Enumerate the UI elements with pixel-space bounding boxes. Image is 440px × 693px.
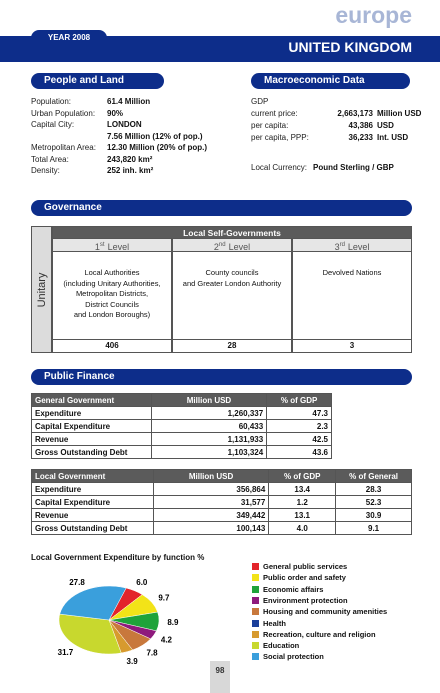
cell-value: 1,131,933 (151, 433, 266, 446)
level-description-line: Devolved Nations (322, 268, 382, 277)
cell-value: 30.9 (336, 509, 412, 522)
people-land-row (31, 155, 241, 166)
legend-item (252, 562, 347, 573)
legend-item (252, 630, 376, 641)
people-land-label: Population: (31, 97, 72, 106)
gov-table-title: Local Self-Governments (52, 226, 412, 239)
people-land-label: Density: (31, 166, 60, 175)
column-header: % of General (336, 470, 412, 483)
people-land-value: 252 inh. km² (107, 166, 154, 175)
row-label: Expenditure (32, 407, 152, 420)
gdp-label: GDP (251, 97, 269, 106)
legend-label: Recreation, culture and religion (263, 629, 376, 639)
currency-value: Pound Sterling / GBP (313, 163, 394, 172)
macro-unit: Int. USD (377, 133, 409, 142)
pie-data-label: 3.9 (126, 657, 138, 667)
people-land-value: 90% (107, 108, 124, 118)
macro-row (251, 133, 421, 144)
people-land-value: 7.56 Million (12% of pop.) (107, 131, 203, 141)
row-label: Revenue (32, 433, 152, 446)
people-land-row (31, 97, 241, 108)
row-label: Expenditure (32, 483, 154, 496)
legend-label: Education (263, 641, 300, 651)
people-land-value: 61.4 Million (107, 97, 151, 106)
legend-swatch (252, 653, 259, 660)
legend-swatch (252, 574, 259, 581)
macro-unit: USD (377, 121, 394, 130)
level-number: 2 (213, 242, 219, 252)
people-land-value: 243,820 km² (107, 154, 153, 164)
legend-swatch (252, 620, 259, 627)
table-header-row (32, 470, 412, 483)
level-word: Level (228, 242, 251, 252)
unitary-side (31, 226, 52, 353)
region-title: europe (335, 2, 412, 28)
cell-value: 349,442 (153, 509, 269, 522)
macro-row (251, 109, 421, 120)
expenditure-pie-chart (31, 562, 241, 672)
page-number: 98 (215, 666, 225, 675)
legend-item (252, 596, 348, 607)
pie-data-label: 4.2 (160, 635, 173, 645)
table-row (32, 509, 412, 522)
pie-data-label: 9.7 (158, 593, 170, 603)
legend-label: Public order and safety (263, 573, 346, 583)
legend-item (252, 573, 346, 584)
finance-heading: Public Finance (31, 369, 412, 385)
level-description-line: Local Authorities (84, 268, 140, 277)
row-label: Gross Outstanding Debt (32, 522, 154, 535)
cell-value: 100,143 (153, 522, 269, 535)
cell-value: 42.5 (267, 433, 332, 446)
people-land-row (31, 166, 241, 177)
table-row (32, 420, 332, 433)
chart-title: Local Government Expenditure by function % (31, 553, 205, 562)
people-land-value: LONDON (107, 120, 142, 129)
governance-heading: Governance (31, 200, 412, 216)
general-government-table (31, 393, 332, 459)
people-land-label: Urban Population: (31, 108, 96, 118)
macro-label: per capita: (251, 121, 289, 130)
level-description-line: Metropolitan Districts, (75, 289, 149, 298)
legend-item (252, 619, 286, 630)
people-land-heading: People and Land (31, 73, 164, 89)
legend-label: Environment protection (263, 595, 348, 605)
people-land-row (31, 143, 241, 154)
chart-legend (252, 562, 432, 672)
level-header (172, 239, 292, 252)
macro-unit: Million USD (377, 109, 422, 118)
row-label: Gross Outstanding Debt (32, 446, 152, 459)
macro-heading: Macroeconomic Data (251, 73, 410, 89)
table-row (32, 407, 332, 420)
macro-label: per capita, PPP: (251, 133, 309, 142)
level-header (52, 239, 172, 252)
cell-value: 2.3 (267, 420, 332, 433)
people-land-label: Metropolitan Area: (31, 143, 96, 152)
legend-label: General public services (263, 562, 348, 571)
level-description-line: and Greater London Authority (182, 278, 282, 288)
macro-label: current price: (251, 109, 298, 118)
level-suffix: st (99, 242, 105, 248)
legend-swatch (252, 631, 259, 638)
legend-item (252, 607, 387, 618)
cell-value: 28.3 (336, 483, 412, 496)
level-count: 406 (52, 340, 172, 353)
legend-label: Health (263, 618, 286, 628)
macro-value: 43,386 (348, 121, 373, 130)
level-description-line: (including Unitary Authorities, (63, 278, 161, 288)
legend-swatch (252, 563, 259, 570)
legend-item (252, 641, 299, 652)
year-tab: YEAR 2008 (31, 30, 107, 46)
legend-swatch (252, 586, 259, 593)
macro-value: 2,663,173 (337, 109, 373, 118)
column-header: % of GDP (269, 470, 336, 483)
row-label: Capital Expenditure (32, 496, 154, 509)
level-number: 3 (334, 242, 340, 252)
level-suffix: nd (218, 242, 226, 248)
country-name: UNITED KINGDOM (288, 39, 412, 55)
column-header: Local Government (32, 470, 154, 483)
people-land-value: 12.30 Million (20% of pop.) (107, 143, 208, 152)
cell-value: 1.2 (269, 496, 336, 509)
cell-value: 4.0 (269, 522, 336, 535)
pie-data-label: 6.0 (136, 578, 148, 588)
level-header (292, 239, 412, 252)
cell-value: 47.3 (267, 407, 332, 420)
cell-value: 52.3 (336, 496, 412, 509)
pie-data-label: 31.7 (57, 648, 74, 658)
legend-swatch (252, 608, 259, 615)
level-word: Level (107, 242, 130, 252)
column-header: General Government (32, 394, 152, 407)
level-number: 1 (94, 242, 100, 252)
table-row (32, 496, 412, 509)
cell-value: 43.6 (267, 446, 332, 459)
macro-row (251, 121, 421, 132)
level-description-line: District Councils (85, 299, 139, 309)
row-label: Revenue (32, 509, 154, 522)
column-header: Million USD (151, 394, 266, 407)
cell-value: 1,260,337 (151, 407, 266, 420)
table-header-row (32, 394, 332, 407)
column-header: % of GDP (267, 394, 332, 407)
cell-value: 13.4 (269, 483, 336, 496)
level-description-line: County councils (205, 268, 259, 277)
cell-value: 31,577 (153, 496, 269, 509)
governance-table (52, 226, 412, 353)
cell-value: 9.1 (336, 522, 412, 535)
legend-label: Social protection (263, 652, 324, 662)
legend-label: Economic affairs (263, 584, 324, 594)
level-count: 28 (172, 340, 292, 353)
legend-item (252, 652, 324, 663)
people-land-label: Capital City: (31, 120, 75, 129)
legend-swatch (252, 642, 259, 649)
unitary-label: Unitary (35, 272, 48, 307)
currency-label: Local Currency: (251, 163, 308, 172)
table-row (32, 446, 332, 459)
legend-item (252, 585, 323, 596)
column-header: Million USD (153, 470, 269, 483)
pie-data-label: 8.9 (167, 617, 179, 627)
people-land-row (31, 132, 241, 143)
cell-value: 60,433 (151, 420, 266, 433)
people-land-row (31, 109, 241, 120)
cell-value: 356,864 (153, 483, 269, 496)
level-description-line: and London Boroughs) (73, 310, 151, 319)
legend-label: Housing and community amenities (263, 607, 388, 617)
table-row (32, 483, 412, 496)
level-description (292, 252, 412, 340)
macro-value: 36,233 (348, 133, 373, 142)
level-description (52, 252, 172, 340)
table-row (32, 522, 412, 535)
level-suffix: rd (339, 242, 345, 248)
local-government-table (31, 469, 412, 535)
people-land-row (31, 120, 241, 131)
people-land-label: Total Area: (31, 154, 69, 164)
pie-data-label: 27.8 (69, 577, 85, 587)
cell-value: 1,103,324 (151, 446, 266, 459)
level-count: 3 (292, 340, 412, 353)
pie-data-label: 7.8 (146, 648, 158, 658)
level-word: Level (347, 242, 370, 252)
cell-value: 13.1 (269, 509, 336, 522)
level-description (172, 252, 292, 340)
legend-swatch (252, 597, 259, 604)
table-row (32, 433, 332, 446)
row-label: Capital Expenditure (32, 420, 152, 433)
